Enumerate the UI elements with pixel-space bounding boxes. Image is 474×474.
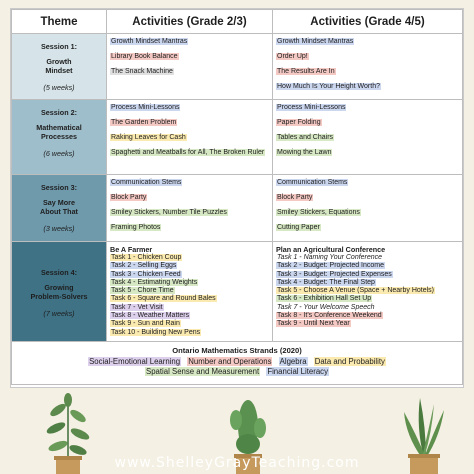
activity-item: Communication Stems	[111, 179, 182, 186]
activity-item: Block Party	[277, 194, 313, 201]
header-grade-4-5: Activities (Grade 4/5)	[273, 10, 463, 34]
task-item: Task 4 - Estimating Weights	[111, 278, 198, 286]
header-theme: Theme	[12, 10, 107, 34]
session-duration: (6 weeks)	[43, 149, 75, 158]
session-2-grade-4-5	[273, 100, 463, 175]
activity-item: Paper Folding	[277, 119, 321, 126]
activity-item: Process Mini-Lessons	[111, 104, 180, 111]
session-2-theme	[12, 100, 107, 175]
task-item: Task 7 - Vet Visit	[111, 303, 163, 311]
math-strands-legend	[12, 342, 463, 385]
activity-item: Raking Leaves for Cash	[111, 134, 186, 141]
task-item: Task 8 - It's Conference Weekend	[277, 312, 382, 320]
activity-item: Growth Mindset Mantras	[277, 38, 354, 45]
task-item: Task 9 - Sun and Rain	[111, 320, 180, 328]
activity-item: Tables and Chairs	[277, 134, 334, 141]
session-4-grade-4-5	[273, 242, 463, 342]
session-1-grade-4-5	[273, 34, 463, 100]
session-name: Problem-Solvers	[30, 292, 88, 301]
session-name: Processes	[41, 132, 77, 141]
task-item: Task 8 - Weather Matters	[111, 312, 190, 320]
task-group-title: Plan an Agricultural Conference	[276, 245, 386, 254]
activity-item: Smiley Stickers, Equations	[277, 209, 360, 216]
strands-title: Ontario Mathematics Strands (2020)	[172, 346, 302, 355]
session-3-theme	[12, 175, 107, 242]
activity-item: The Garden Problem	[111, 119, 177, 126]
table-row	[12, 175, 463, 242]
task-item: Task 6 - Exhibition Hall Set Up	[277, 295, 372, 303]
session-3-grade-2-3	[107, 175, 273, 242]
task-item: Task 2 - Budget: Projected Income	[277, 262, 384, 270]
task-item: Task 6 - Square and Round Bales	[111, 295, 216, 303]
activity-item: How Much Is Your Height Worth?	[277, 83, 380, 90]
task-item: Task 9 - Until Next Year	[277, 320, 350, 328]
session-title: Session 4:	[41, 268, 77, 277]
website-footer: www.ShelleyGrayTeaching.com	[114, 455, 360, 471]
session-1-grade-2-3	[107, 34, 273, 100]
activity-item: Process Mini-Lessons	[277, 104, 346, 111]
table-row	[12, 34, 463, 100]
activity-item: Block Party	[111, 194, 147, 201]
session-duration: (5 weeks)	[43, 83, 75, 92]
session-title: Session 2:	[41, 108, 77, 117]
session-duration: (3 weeks)	[43, 224, 75, 233]
activity-item: Mowing the Lawn	[277, 149, 332, 156]
session-title: Session 1:	[41, 42, 77, 51]
session-name: Mindset	[45, 66, 73, 75]
activity-item: Growth Mindset Mantras	[111, 38, 188, 45]
task-group-title: Be A Farmer	[110, 245, 153, 254]
activity-item: Framing Photos	[111, 224, 161, 231]
activity-item: The Snack Machine	[111, 68, 173, 75]
strand-label: Algebra	[279, 356, 307, 366]
session-name: About That	[40, 207, 78, 216]
strand-label: Financial Literacy	[267, 367, 328, 376]
task-item: Task 1 - Naming Your Conference	[277, 254, 383, 261]
task-item: Task 5 - Choose A Venue (Space + Nearby Hotels)	[277, 287, 435, 295]
strand-label: Number and Operations	[188, 356, 272, 366]
session-4-grade-2-3	[107, 242, 273, 342]
task-item: Task 3 - Budget: Projected Expenses	[277, 270, 392, 278]
activity-item: Order Up!	[277, 53, 308, 60]
strand-label: Social-Emotional Learning	[89, 356, 181, 366]
session-name: Growing	[44, 283, 74, 292]
session-3-grade-4-5	[273, 175, 463, 242]
table-row	[12, 342, 463, 385]
table-row	[12, 100, 463, 175]
session-name: Mathematical	[36, 123, 82, 132]
curriculum-table	[11, 9, 463, 385]
header-grade-2-3: Activities (Grade 2/3)	[107, 10, 273, 34]
task-item: Task 2 - Selling Eggs	[111, 262, 177, 270]
activity-item: Communication Stems	[277, 179, 348, 186]
session-name: Growth	[46, 57, 72, 66]
curriculum-table-panel	[10, 8, 464, 388]
strand-label: Data and Probability	[314, 356, 385, 366]
session-4-theme	[12, 242, 107, 342]
task-item: Task 10 - Building New Pens	[111, 328, 201, 336]
task-item: Task 7 - Your Welcome Speech	[277, 303, 375, 311]
session-title: Session 3:	[41, 183, 77, 192]
activity-item: The Results Are In	[277, 68, 335, 75]
activity-item: Library Book Balance	[111, 53, 178, 60]
session-2-grade-2-3	[107, 100, 273, 175]
session-name: Say More	[43, 198, 75, 207]
task-item: Task 1 - Chicken Coup	[111, 254, 182, 261]
activity-item: Spaghetti and Meatballs for All, The Broken Ruler	[111, 149, 265, 156]
table-row	[12, 242, 463, 342]
session-duration: (7 weeks)	[43, 309, 75, 318]
session-1-theme	[12, 34, 107, 100]
activity-item: Cutting Paper	[277, 224, 320, 231]
task-item: Task 5 - Chore Time	[111, 287, 174, 295]
task-item: Task 3 - Chicken Feed	[111, 270, 181, 278]
strand-label: Spatial Sense and Measurement	[146, 367, 260, 376]
task-item: Task 4 - Budget: The Final Step	[277, 278, 375, 286]
activity-item: Smiley Stickers, Number Tile Puzzles	[111, 209, 227, 216]
